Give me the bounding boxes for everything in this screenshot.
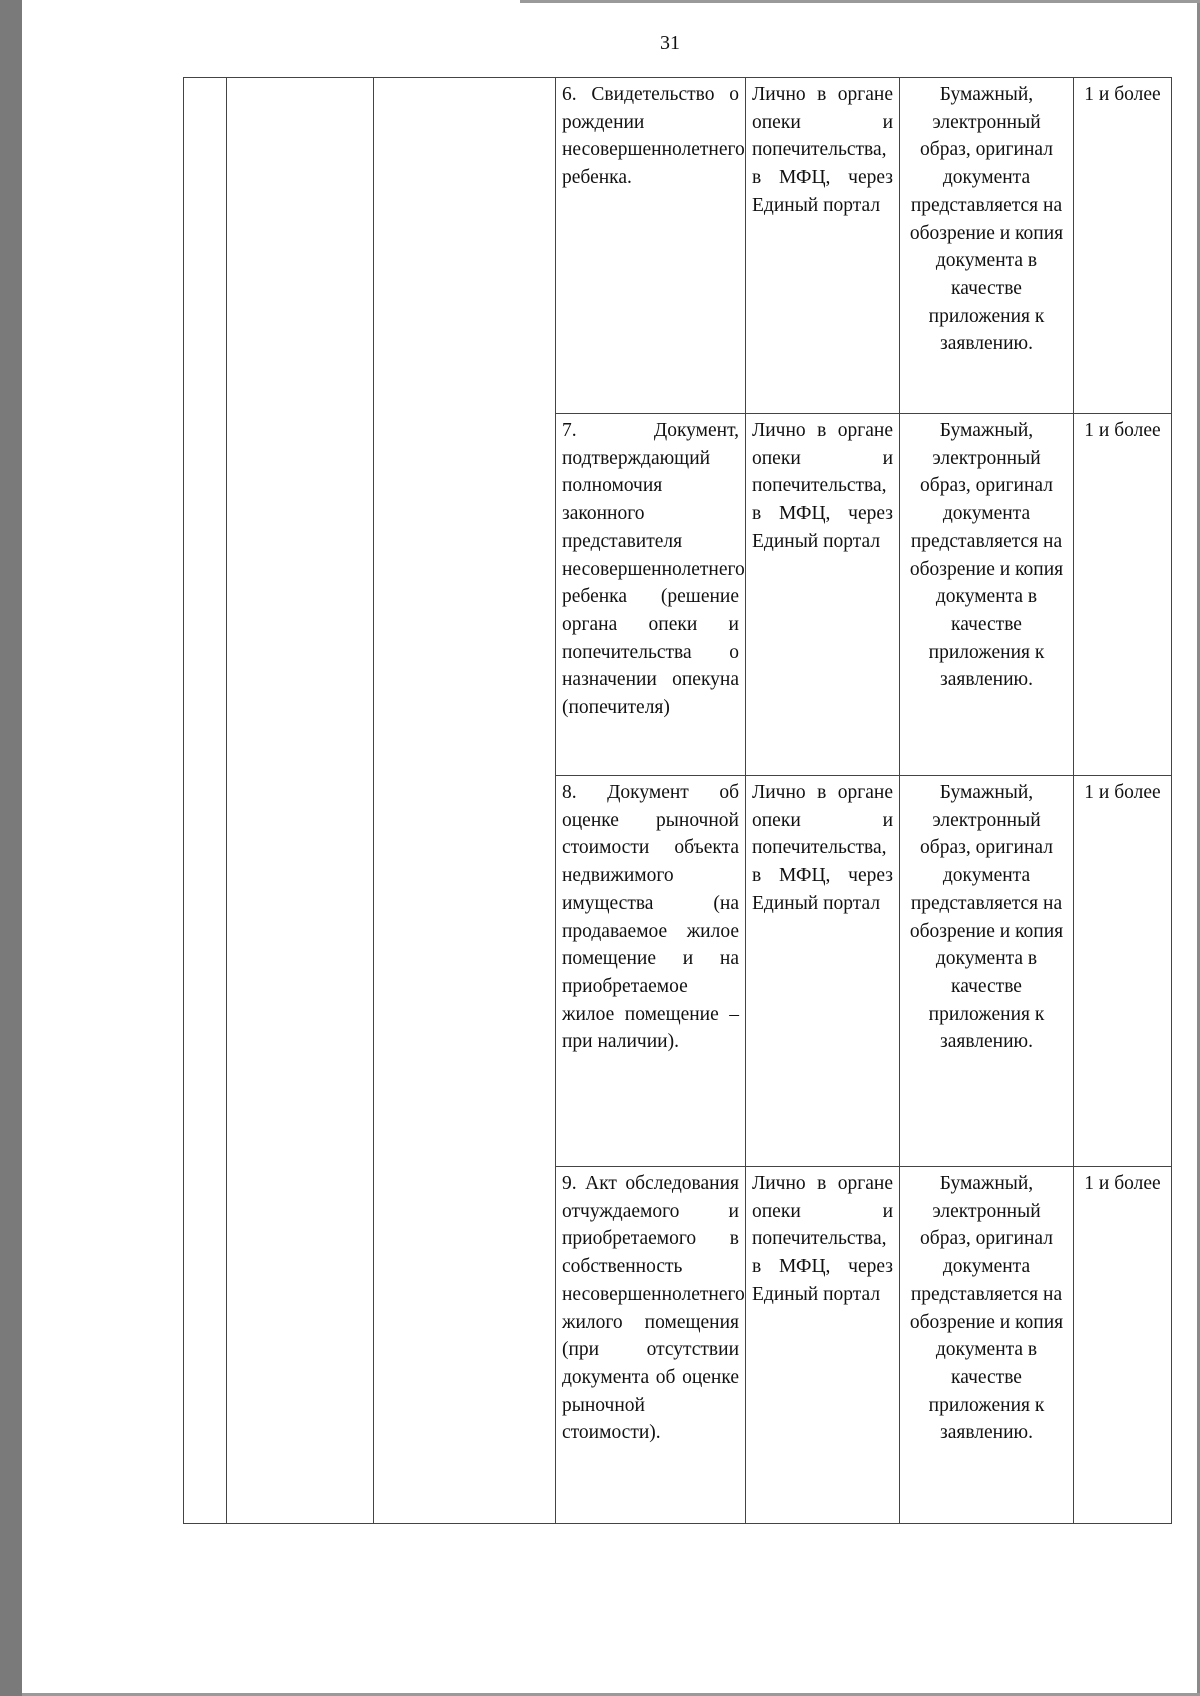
quantity-cell: 1 и более <box>1074 776 1172 1167</box>
quantity-cell: 1 и более <box>1074 1167 1172 1524</box>
submission-method-cell: Лично в органе опеки и попечительства, в МФЦ, через Единый портал <box>746 78 900 414</box>
submission-method-cell: Лично в органе опеки и попечительства, в МФЦ, через Единый портал <box>746 1167 900 1524</box>
scan-edge-top <box>520 0 1200 3</box>
document-format-cell: Бумажный, электронный образ, оригинал документа представляется на обозрение и копия документа в качестве приложения к заявлению. <box>900 414 1074 776</box>
document-format-cell: Бумажный, электронный образ, оригинал документа представляется на обозрение и копия документа в качестве приложения к заявлению. <box>900 1167 1074 1524</box>
submission-method-cell: Лично в органе опеки и попечительства, в МФЦ, через Единый портал <box>746 776 900 1167</box>
quantity-cell: 1 и более <box>1074 78 1172 414</box>
submission-method-cell: Лично в органе опеки и попечительства, в МФЦ, через Единый портал <box>746 414 900 776</box>
page-number: 31 <box>660 32 680 54</box>
empty-cell-col1 <box>184 78 227 1524</box>
scan-edge-left <box>0 0 22 1696</box>
document-name-cell: 7. Документ, подтверждающий полномочия законного представителя несовершеннолетнего ребенка (решение органа опеки и попечительства о назначении опекуна (попечителя) <box>556 414 746 776</box>
document-name-cell: 6. Свидетельство о рождении несовершеннолетнего ребенка. <box>556 78 746 414</box>
quantity-cell: 1 и более <box>1074 414 1172 776</box>
table-row <box>184 78 1172 414</box>
document-format-cell: Бумажный, электронный образ, оригинал документа представляется на обозрение и копия документа в качестве приложения к заявлению. <box>900 78 1074 414</box>
documents-table <box>183 77 1172 1524</box>
empty-cell-col2 <box>227 78 374 1524</box>
document-name-cell: 8. Документ об оценке рыночной стоимости объекта недвижимого имущества (на продаваемое жилое помещение и на приобретаемое жилое помещение – при наличии). <box>556 776 746 1167</box>
document-format-cell: Бумажный, электронный образ, оригинал документа представляется на обозрение и копия документа в качестве приложения к заявлению. <box>900 776 1074 1167</box>
empty-cell-col3 <box>374 78 556 1524</box>
document-name-cell: 9. Акт обследования отчуждаемого и приобретаемого в собственность несовершеннолетнего жилого помещения (при отсутствии документа об оценке рыночной стоимости). <box>556 1167 746 1524</box>
